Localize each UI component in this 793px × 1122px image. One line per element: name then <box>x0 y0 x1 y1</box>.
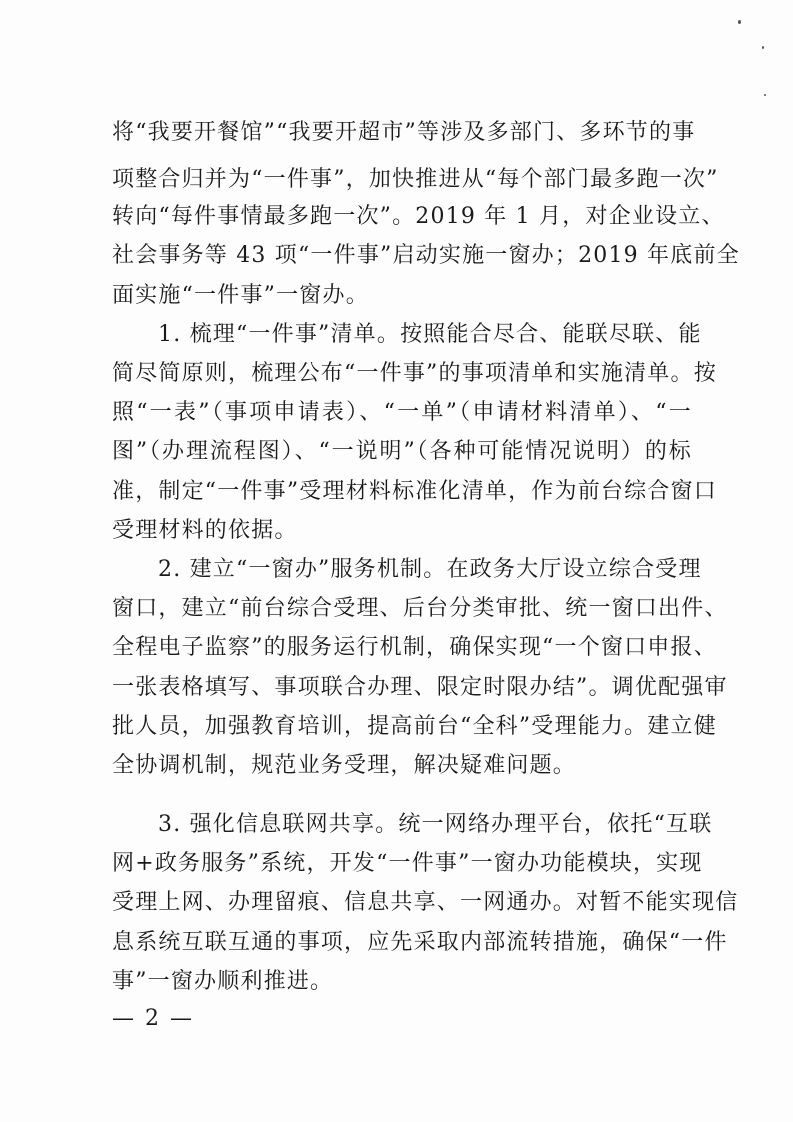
scan-speck <box>738 20 741 24</box>
text-line: 事”一窗办顺利推进。 <box>112 969 334 994</box>
text-line: 窗口，建立“前台综合受理、后台分类审批、统一窗口出件、 <box>112 596 728 621</box>
text-line: 1. 梳理“一件事”清单。按照能合尽合、能联尽联、能 <box>158 322 702 347</box>
text-line: 受理上网、办理留痕、信息共享、一网通办。对暂不能实现信 <box>112 890 739 915</box>
text-line: 一张表格填写、事项联合办理、限定时限办结”。调优配强审 <box>112 675 728 700</box>
text-line: 照“一表”（事项申请表）、“一单”（申请材料清单）、“一 <box>112 400 692 425</box>
text-line: 3. 强化信息联网共享。统一网络办理平台，依托“互联 <box>158 812 713 837</box>
text-line: 2. 建立“一窗办”服务机制。在政务大厅设立综合受理 <box>158 557 702 582</box>
text-line: 简尽简原则，梳理公布“一件事”的事项清单和实施清单。按 <box>112 361 717 386</box>
text-line: 社会事务等 43 项“一件事”启动实施一窗办；2019 年底前全 <box>112 243 740 268</box>
text-line: 全协调机制，规范业务受理，解决疑难问题。 <box>112 753 577 778</box>
text-line: 息系统互联互通的事项，应先采取内部流转措施，确保“一件 <box>112 930 728 955</box>
scan-speck <box>764 94 766 96</box>
text-line: 受理材料的依据。 <box>112 518 298 543</box>
text-line: 项整合归并为“一件事”，加快推进从“每个部门最多跑一次” <box>112 167 719 192</box>
scan-speck <box>762 46 764 49</box>
text-line: 网+政务服务”系统，开发“一件事”一窗办功能模块，实现 <box>112 851 703 876</box>
text-line: 全程电子监察”的服务运行机制，确保实现“一个窗口申报、 <box>112 635 717 660</box>
text-line: 图”（办理流程图）、“一说明”（各种可能情况说明）的标 <box>112 439 692 464</box>
text-line: 将“我要开餐馆”“我要开超市”等涉及多部门、多环节的事 <box>112 120 696 145</box>
text-line: 面实施“一件事”一窗办。 <box>112 283 369 308</box>
text-line: 转向“每件事情最多跑一次”。2019 年 1 月，对企业设立、 <box>112 204 725 229</box>
text-line: 准，制定“一件事”受理材料标准化清单，作为前台综合窗口 <box>112 479 717 504</box>
page-number: — 2 — <box>112 1006 194 1031</box>
text-line: 批人员，加强教育培训，提高前台“全科”受理能力。建立健 <box>112 714 717 739</box>
